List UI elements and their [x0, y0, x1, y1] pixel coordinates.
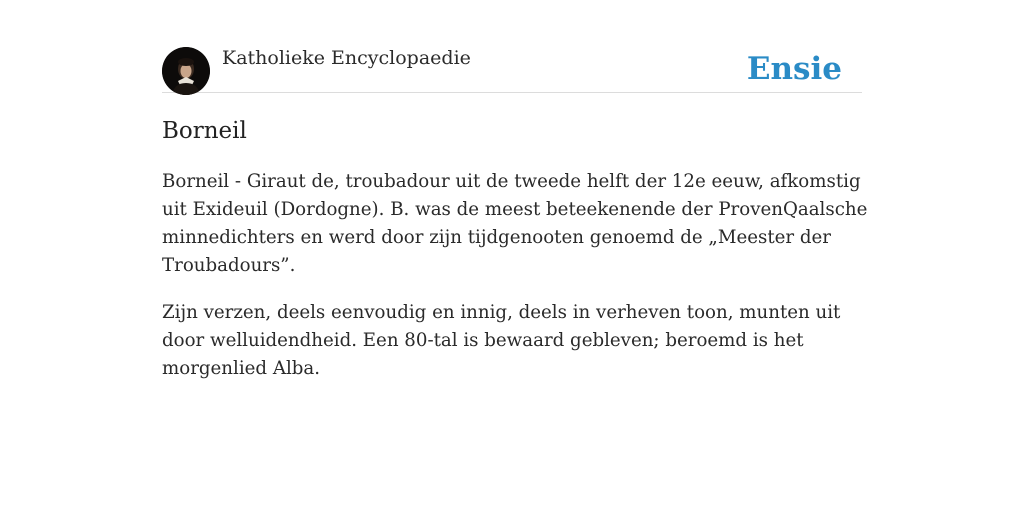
brand-logo[interactable]: Ensie	[746, 51, 842, 87]
page-container	[162, 0, 868, 379]
article-paragraph: Zijn verzen, deels eenvoudig en innig, deels in verheven toon, munten uit door welluidendheid. Een 80-tal is bewaard gebleven; beroemd is het morgenlied Alba.	[162, 302, 841, 379]
article-title: Borneil	[162, 118, 247, 144]
article-paragraph: Borneil - Giraut de, troubadour uit de tweede helft der 12e eeuw, afkomstig uit Exideuil (Dordogne). B. was de meest beteekenende der ProvenQaalsche minnedichters en werd door zijn tijdgenooten genoemd de „Meester der Troubadours”.	[162, 171, 868, 276]
portrait-avatar-icon[interactable]	[162, 47, 210, 95]
article-body	[162, 168, 872, 402]
source-name[interactable]: Katholieke Encyclopaedie	[222, 47, 471, 69]
page-header	[162, 0, 862, 93]
